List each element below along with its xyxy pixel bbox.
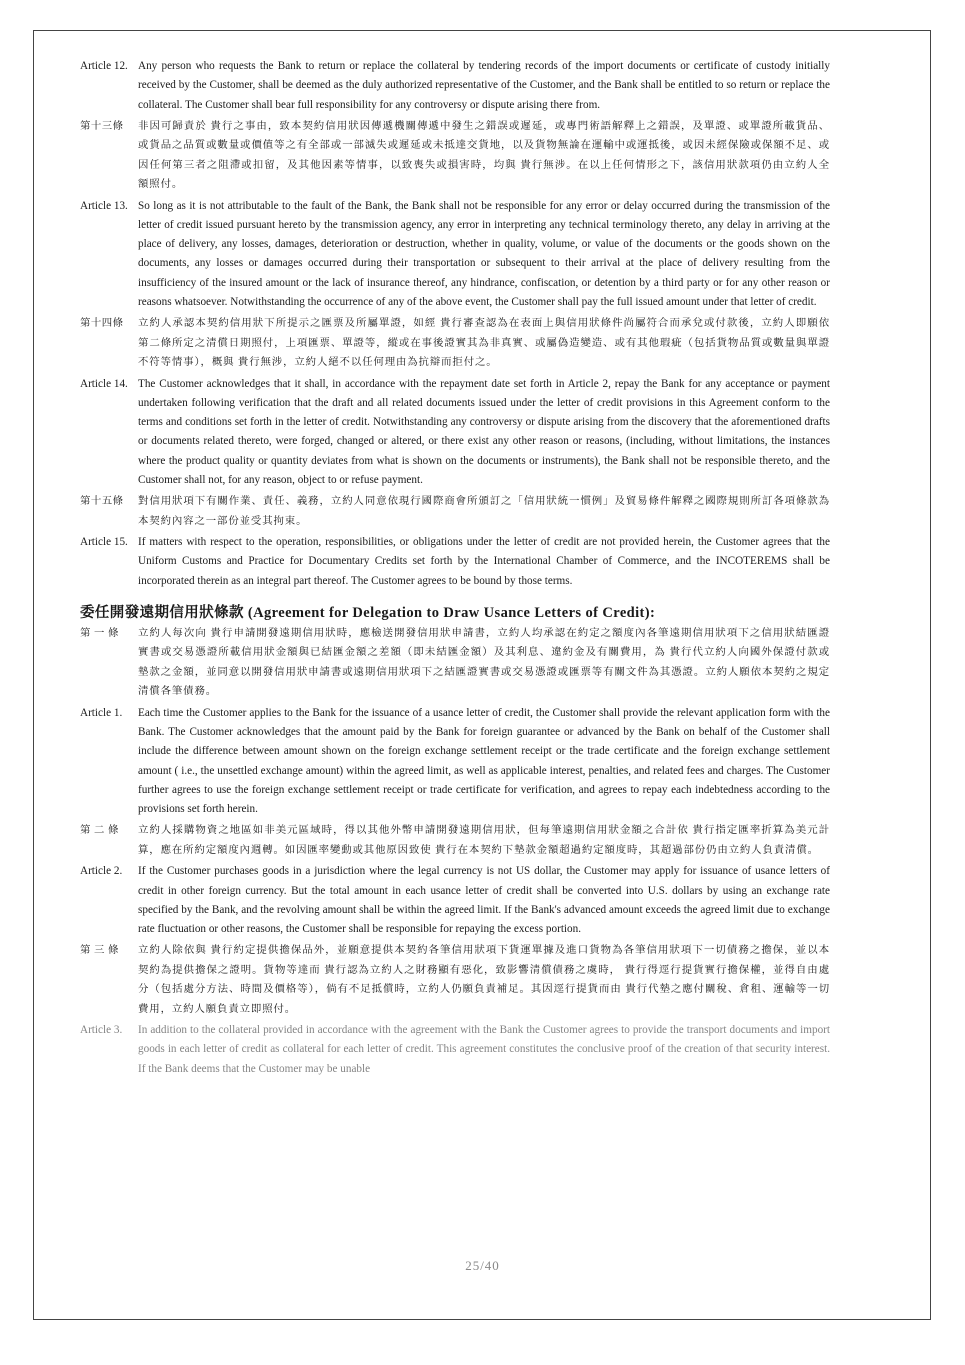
usance-article-3-zh [80,941,830,1019]
article-label: Article 15. [80,536,128,549]
article-text: Any person who requests the Bank to return or replace the collateral by tendering records of the import documents or certificate of custody initially received by the Customer, shall be deemed as the duly authorized representative of the Customer, and the Bank shall be entitled to so return or replace the collateral. The Customer shall bear full responsibility for any controversy or dispute arising there from. [138,60,830,111]
article-text: 立約人承認本契約信用狀下所提示之匯票及所屬單證，如經 貴行審查認為在表面上與信用狀條件尚屬符合而承兌或付款後，立約人即願依第二條所定之清償日期照付，上項匯票、單證等，縱或在事後證實其為非真實、或屬偽造變造、或有其他瑕疵（包括貨物品質或數量與單證不符等情事），概與 貴行無涉，立約人絕不以任何理由為抗辯而拒付之。 [138,318,830,369]
article-text: So long as it is not attributable to the fault of the Bank, the Bank shall not be responsible for any error or delay occurred during the transmission of the letter of credit issued pursuant hereto by the transmission agency, any error in interpreting any technical terminology thereto, any delay in arriving at the place of delivery, any losses, damages, deterioration or destruction, whether in quality, volume, or value of the documents or the goods shown on the documents, any losses or damages occurred during their transportation or subsequent to their arrival at the place of delivery resulting from the insufficiency of the insured amount or the lack of insurance thereof, any hindrance, confiscation, or detention by a third party or for any other reason or reasons whatsoever. Notwithstanding the occurrence of any of the above event, the Customer shall pay the full issued amount under that letter of credit. [138,199,830,308]
usance-article-3-en [80,1021,830,1079]
article-12-en [80,57,830,115]
article-text: If matters with respect to the operation, responsibilities, or obligations under the letter of credit are not provided herein, the Customer agrees that the Uniform Customs and Practice for Documentary Credits set forth by the International Chamber of Commerce, and the INCOTEREMS shall be incorporated therein as an integral part thereof. The Customer agrees to be bound by those terms. [138,536,830,587]
article-text: 立約人除依與 貴行約定提供擔保品外，並願意提供本契約各筆信用狀項下貨運單據及進口貨物為各筆信用狀項下一切債務之擔保，並以本契約為提供擔保之證明。貨物等達而 貴行認為立約人之財務顯有惡化，致影響清償債務之虞時， 貴行得逕行提貨實行擔保權，並得自由處分（包括處分方法、時間及價格等），倘有不足抵償時，立約人仍願負責補足。其因逕行提貨而由 貴行代墊之應付關稅、倉租、運輸等一切費用，立約人願負責立即照付。 [138,945,830,1015]
article-text: 立約人每次向 貴行申請開發遠期信用狀時，應檢送開發信用狀申請書，立約人均承認在約定之額度內各筆遠期信用狀項下之信用狀結匯證實書或交易憑證所載信用狀金額與已結匯金額之差額（即未結匯金額）及其利息、違約金及有關費用，為 貴行代立約人向國外保證付款或墊款之金額，並同意以開發信用狀申請書或遠期信用狀項下之結匯證實書或交易憑證或匯票等有關文件為其憑證。立約人願依本契約之規定清償各筆債務。 [138,628,830,698]
article-text: 非因可歸責於 貴行之事由，致本契約信用狀因傳遞機關傳遞中發生之錯誤或遲延，或專門術語解釋上之錯誤，及單證、或單證所載貨品、或貨品之品質或數量或價值等之有全部或一部滅失或遲延或未抵達交貨地，以及貨物無論在運輸中或運抵後，或因未經保險或保額不足、或因任何第三者之阻滯或扣留，及其他因素等情事，以致喪失或損害時，均與 貴行無涉。在以上任何情形之下，該信用狀款項仍由立約人全額照付。 [138,120,830,191]
article-label: 第十五條 [80,496,124,508]
usance-article-2-en [80,862,830,939]
article-text: In addition to the collateral provided in accordance with the agreement with the Bank the Customer agrees to provide the transport documents and import goods in each letter of credit as collateral for each letter of credit. This agreement constitutes the conclusive proof of the creation of that security interest. If the Bank deems that the Customer may be unable [138,1024,830,1075]
article-label: 第十三條 [80,120,124,132]
article-label: Article 12. [80,60,128,72]
article-14-zh [80,314,830,372]
usance-article-1-en [80,704,830,820]
article-15-zh [80,492,830,531]
article-text: 對信用狀項下有關作業、責任、義務，立約人同意依現行國際商會所頒訂之「信用狀統一慣例」及貿易條件解釋之國際規則所訂各項條款為本契約內容之一部份並受其拘束。 [138,496,830,527]
article-label: Article 13. [80,199,128,212]
article-label: Article 3. [80,1024,123,1037]
usance-article-1-zh [80,624,830,702]
usance-article-2-zh [80,821,830,860]
section-heading: 委任開發遠期信用狀條款 (Agreement for Delegation to Draw Usance Letters of Credit): [80,605,656,621]
article-15-en [80,533,830,591]
article-label: 第 一 條 [80,628,119,639]
article-14-en [80,375,830,491]
article-label: Article 1. [80,706,123,719]
article-text: If the Customer purchases goods in a jurisdiction where the legal currency is not US dollar, the Customer may apply for issuance of usance letters of credit in other foreign currency. But the total amount in each usance letter of credit shall be converted into U.S. dollars by using an exchange rate specified by the Bank, and the revolving amount shall be within the agreed limit. If the Bank's advanced amount exceeds the agreed limit due to exchange rate fluctuation or other reasons, the Customer shall be responsible for repaying the excess portion. [138,865,830,936]
article-text: Each time the Customer applies to the Bank for the issuance of a usance letter of credit, the Customer shall provide the relevant application form with the Bank. The Customer acknowledges that the amount paid by the Bank for foreign guarantee or advanced by the Bank on behalf of the Customer shall include the difference between amount shown on the foreign exchange settlement receipt or the trade certificate and the foreign exchange settlement amount ( i.e., the unsettled exchange amount) within the agreed limit, as well as applicable interest, penalties, and related fees and charges. The Customer further agrees to use the foreign exchange settlement receipt or trade certificate for verification, and agrees to repay each indebtedness according to the provisions set forth herein. [138,706,830,816]
article-13-en [80,197,830,313]
article-13-zh [80,117,830,195]
article-label: Article 14. [80,377,128,390]
page-number: 25/40 [465,1258,500,1273]
article-label: 第 三 條 [80,945,119,957]
article-label: 第 二 條 [80,825,119,837]
article-text: The Customer acknowledges that it shall, in accordance with the repayment date set forth in Article 2, repay the Bank for any acceptance or payment undertaken following verification that the draft and all related documents issued under the letter of credit provisions in this Agreement conform to the terms and conditions set forth in the letter of credit. Notwithstanding any controversy or dispute arising from the discovery that the aforementioned drafts or documents related thereto, were forged, changed or altered, or there exist any other reason or reasons, (including, without limitations, the instances where the product quality or quantity deviates from what is shown on the documents or instruments), the Bank shall not be responsible thereto, and the Customer shall not, for any reason, object to or refuse payment. [138,377,830,486]
article-label: 第十四條 [80,318,124,330]
article-label: Article 2. [80,865,123,878]
article-text: 立約人採購物資之地區如非美元區域時，得以其他外幣申請開發遠期信用狀，但每筆遠期信用狀金額之合計依 貴行指定匯率折算為美元計算，應在所約定額度內週轉。如因匯率變動或其他原因致使 貴行在本契約下墊款金額超過約定額度時，其超過部份仍由立約人負責清償。 [138,825,830,856]
document-body [80,57,830,1081]
